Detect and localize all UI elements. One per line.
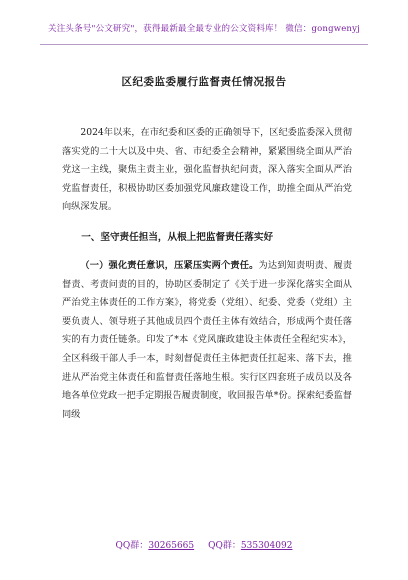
footer-contact xyxy=(0,538,408,551)
section-heading: 一、坚守责任担当，从根上把监督责任落实好 xyxy=(81,231,274,243)
banner-divider xyxy=(40,44,368,45)
qq-group-number-2[interactable]: 535304092 xyxy=(240,541,293,551)
document-body xyxy=(62,124,352,424)
document-title: 区纪委监委履行监督责任情况报告 xyxy=(121,76,287,88)
qq-group-label-1: QQ群： xyxy=(115,541,149,551)
subsection-lead: （一）强化责任意识，压紧压实两个责任。 xyxy=(80,259,259,271)
subsection-text: 为达到知责明责、履责督责、考责问责的目的，协助区委制定了《关于进一步深化落实全面从严治党主体责任的工作方案》，将党委（党组）、纪委、党委（党组）主要负责人、领导班子其他成员四个责任主体有效结合，形成两个责任落实的有力责任链条。印发了*本《党风廉政建设主体责任全程纪实本》，全区科级干部人手一本，时刻督促责任主体把责任扛起来、落下去，推进从严治党主体责任和监督责任落地生根。实行区四套班子成员以及各地各单位党政一把手定期报告履责制度，收回报告单*份。探索纪委监督同级 xyxy=(62,259,353,420)
subsection-paragraph xyxy=(62,257,352,424)
qq-group-label-2: QQ群： xyxy=(208,541,241,551)
qq-group-number-1[interactable]: 30265665 xyxy=(148,541,195,551)
promo-banner: 关注头条号"公文研究"，获得最新最全最专业的公文资料库！ 微信：gongwenyj xyxy=(48,24,360,34)
intro-paragraph: 2024年以来，在市纪委和区委的正确领导下，区纪委监委深入贯彻落实党的二十大以及中央、省、市纪委全会精神，紧紧围绕全面从严治党这一主线，聚焦主责主业，强化监督执纪问责，深入落实全面从严治党监督责任，积极协助区委加强党风廉政建设工作，助推全面从严治党向纵深发展。 xyxy=(62,127,352,213)
